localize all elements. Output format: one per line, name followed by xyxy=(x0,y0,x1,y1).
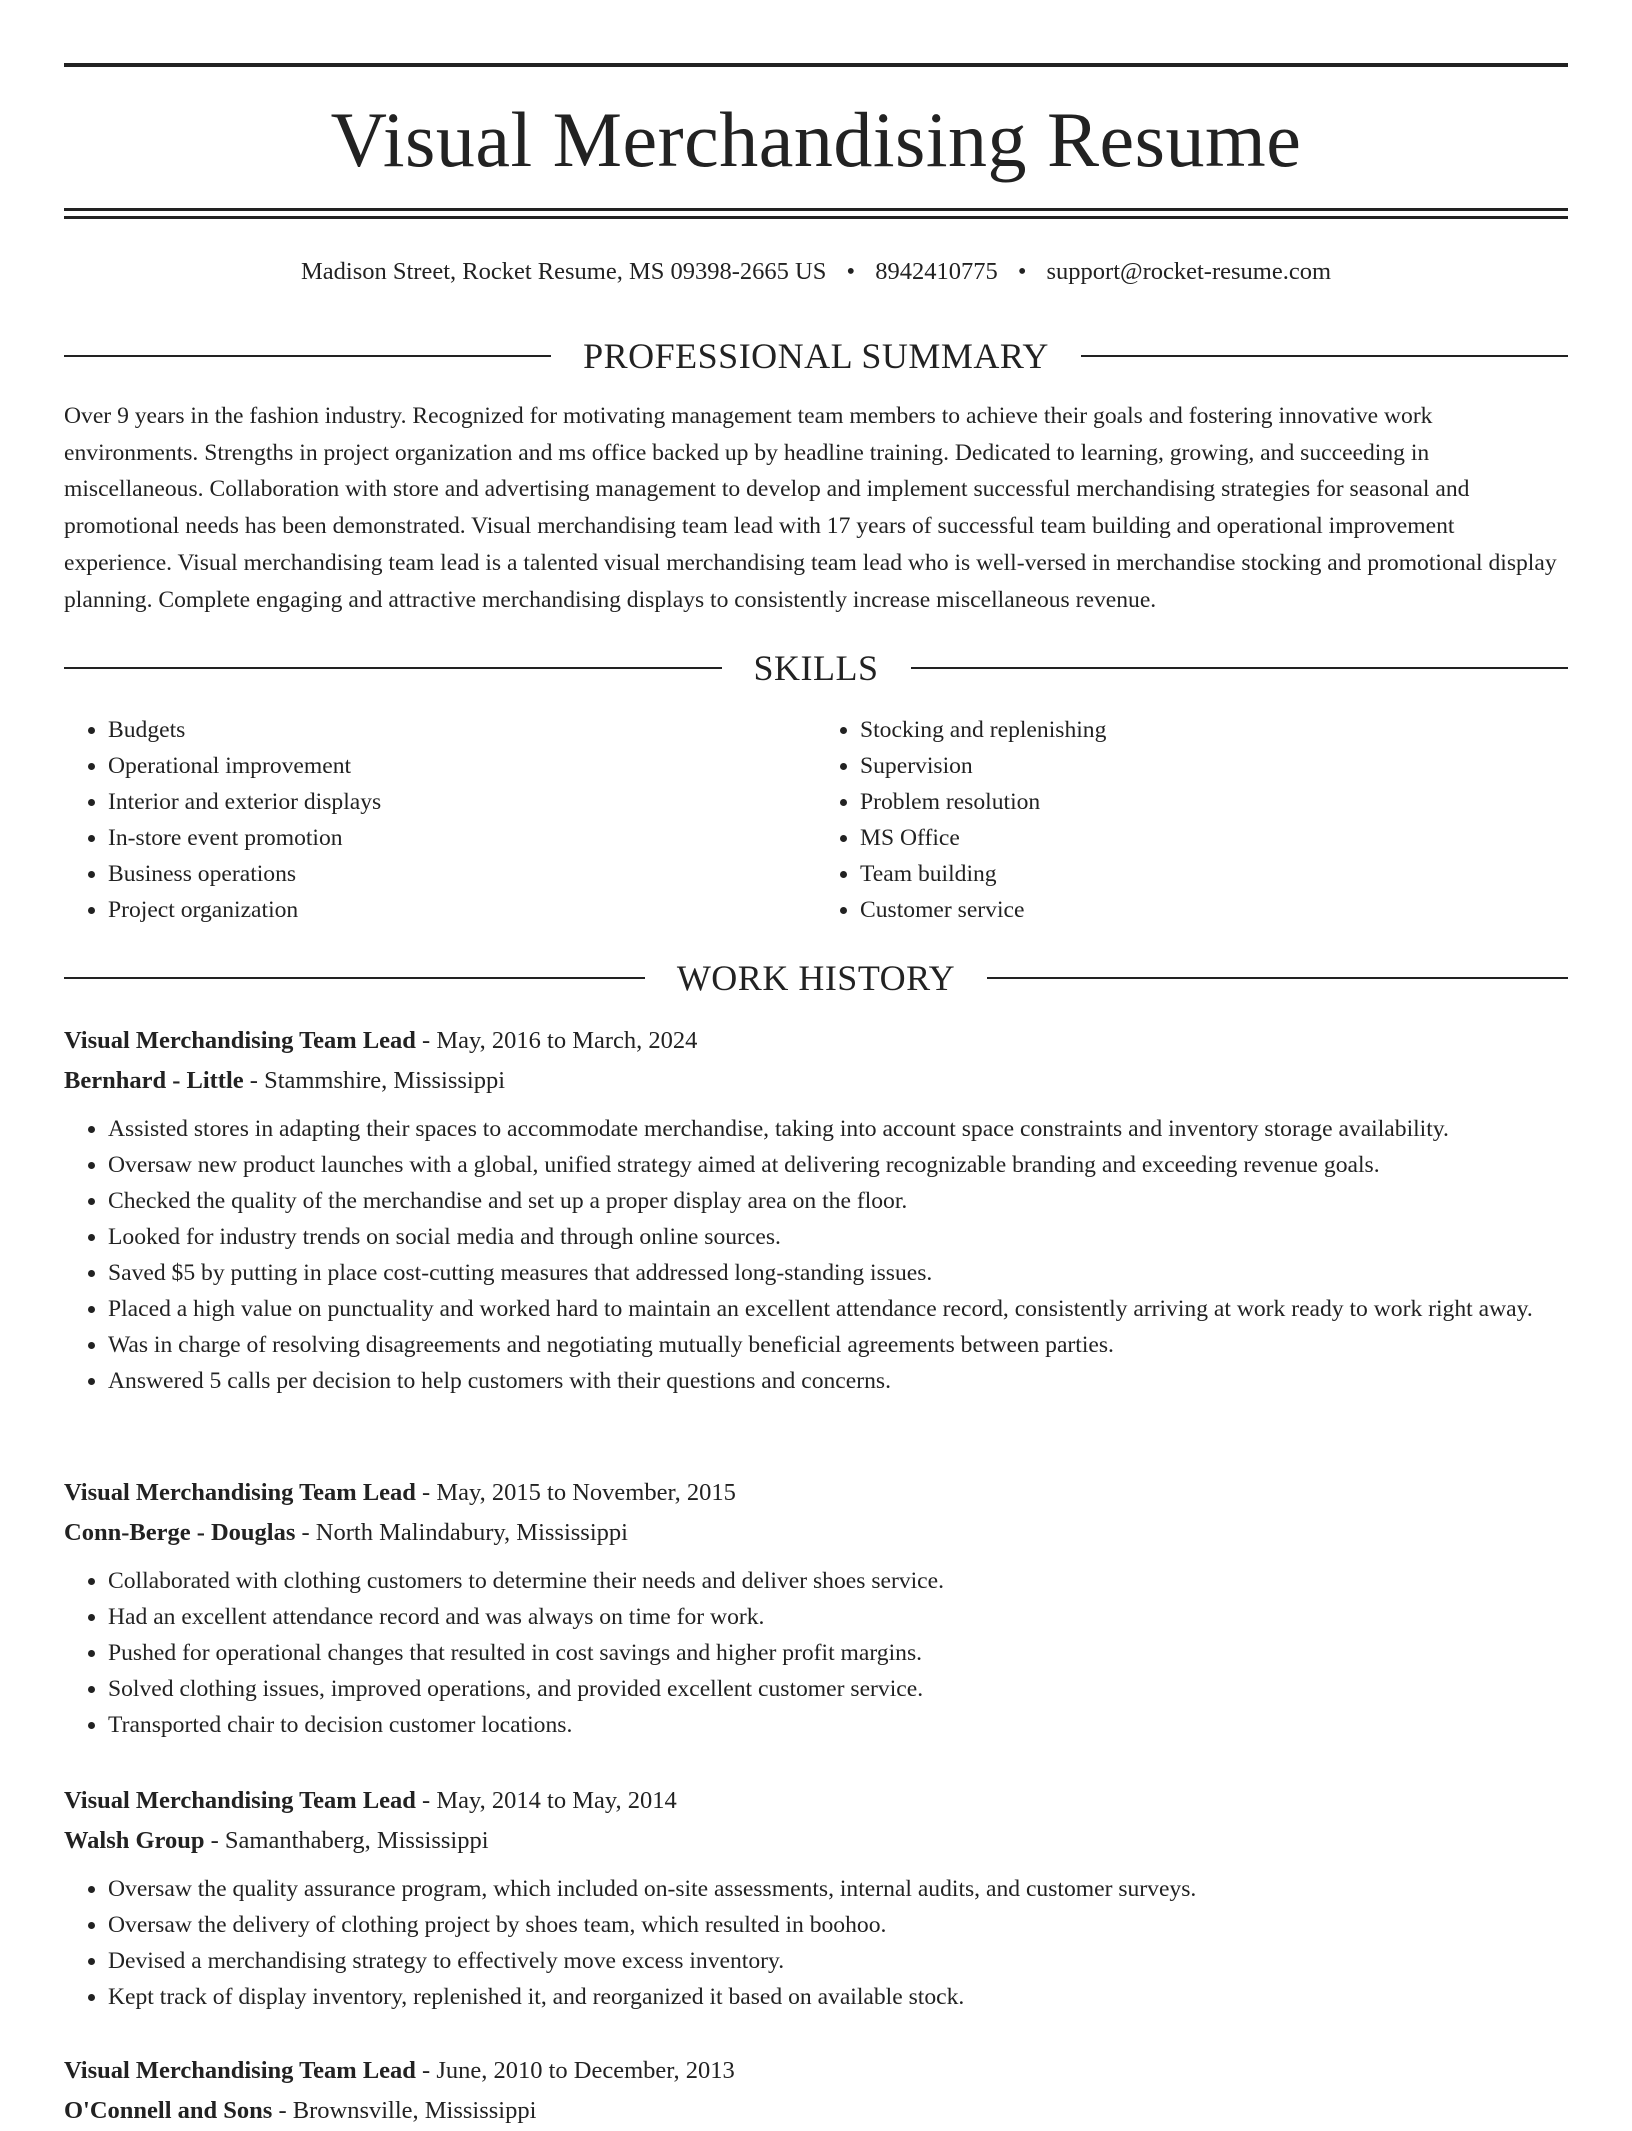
job-dates: - June, 2010 to December, 2013 xyxy=(415,2057,735,2084)
job-bullet: • Saved $5 by putting in place cost-cutting measures that addressed long-standing issues. xyxy=(108,1255,1568,1291)
contact-separator: • xyxy=(846,258,856,285)
job-title: Visual Merchandising Team Lead xyxy=(64,2057,416,2084)
title-rule-upper xyxy=(64,208,1568,211)
job-bullet: • Had an excellent attendance record and was always on time for work. xyxy=(108,1599,1568,1635)
job-bullet: • Devised a merchandising strategy to effectively move excess inventory. xyxy=(108,1943,1568,1979)
job-bullet: • Oversaw the delivery of clothing project by shoes team, which resulted in boohoo. xyxy=(108,1907,1568,1943)
job-entry xyxy=(64,1781,1568,2015)
skills-heading-label: SKILLS xyxy=(753,648,879,688)
skill-item: • MS Office xyxy=(860,820,1568,856)
job-bullet: • Oversaw new product launches with a global, unified strategy aimed at delivering recognizable branding and exceeding revenue goals. xyxy=(108,1147,1568,1183)
work-history-heading xyxy=(64,956,1568,1000)
skill-item: • Budgets xyxy=(108,712,816,748)
skills-list xyxy=(64,712,1568,928)
contact-address: Madison Street, Rocket Resume, MS 09398-2665 US xyxy=(300,258,827,285)
page-title: Visual Merchandising Resume xyxy=(330,96,1302,183)
job-company-line xyxy=(64,1513,1568,1553)
skill-item: • Business operations xyxy=(108,856,816,892)
job-bullet: • Looked for industry trends on social media and through online sources. xyxy=(108,1219,1568,1255)
skill-item: • Operational improvement xyxy=(108,748,816,784)
heading-rule-left xyxy=(64,355,551,357)
skill-item: • Project organization xyxy=(108,892,816,928)
summary-heading xyxy=(64,334,1568,378)
skill-item: • Team building xyxy=(860,856,1568,892)
job-bullet: • Transported chair to decision customer locations. xyxy=(108,1707,1568,1743)
job-title: Visual Merchandising Team Lead xyxy=(64,1787,416,1814)
skill-item: • Interior and exterior displays xyxy=(108,784,816,820)
job-bullet: • Pushed for operational changes that resulted in cost savings and higher profit margins. xyxy=(108,1635,1568,1671)
summary-heading-label: PROFESSIONAL SUMMARY xyxy=(583,336,1049,376)
job-entry xyxy=(64,2051,1568,2131)
top-rule xyxy=(64,63,1568,67)
skill-item: • In-store event promotion xyxy=(108,820,816,856)
job-title: Visual Merchandising Team Lead xyxy=(64,1479,416,1506)
heading-rule-right xyxy=(1081,355,1568,357)
skill-item: • Customer service xyxy=(860,892,1568,928)
job-location: - Stammshire, Mississippi xyxy=(243,1067,506,1094)
job-bullet: • Oversaw the quality assurance program, which included on-site assessments, internal audits, and customer surveys. xyxy=(108,1871,1568,1907)
job-company-line xyxy=(64,1821,1568,1861)
job-company: Walsh Group xyxy=(64,1827,205,1854)
work-history-heading-label: WORK HISTORY xyxy=(676,958,956,998)
skills-heading xyxy=(64,646,1568,690)
heading-rule-left xyxy=(64,667,722,669)
skill-item: • Problem resolution xyxy=(860,784,1568,820)
heading-rule-left xyxy=(64,977,645,979)
job-bullet: • Kept track of display inventory, replenished it, and reorganized it based on available stock. xyxy=(108,1979,1568,2015)
job-company: Bernhard - Little xyxy=(64,1067,244,1094)
job-bullet: • Placed a high value on punctuality and worked hard to maintain an excellent attendance record, consistently arriving at work ready to work right away. xyxy=(108,1291,1568,1327)
job-entry xyxy=(64,1021,1568,1399)
skill-item: • Supervision xyxy=(860,748,1568,784)
job-bullet: • Solved clothing issues, improved operations, and provided excellent customer service. xyxy=(108,1671,1568,1707)
job-bullet: • Assisted stores in adapting their spaces to accommodate merchandise, taking into account space constraints and inventory storage availability. xyxy=(108,1111,1568,1147)
job-location: - Samanthaberg, Mississippi xyxy=(204,1827,489,1854)
contact-phone: 8942410775 xyxy=(875,258,998,285)
skill-item: • Stocking and replenishing xyxy=(860,712,1568,748)
job-bullet: • Collaborated with clothing customers to determine their needs and deliver shoes service. xyxy=(108,1563,1568,1599)
job-company: O'Connell and Sons xyxy=(64,2097,273,2124)
job-bullet: • Answered 5 calls per decision to help customers with their questions and concerns. xyxy=(108,1363,1568,1399)
job-dates: - May, 2016 to March, 2024 xyxy=(415,1027,698,1054)
contact-line xyxy=(64,256,1568,288)
job-dates: - May, 2014 to May, 2014 xyxy=(415,1787,677,1814)
job-title-line xyxy=(64,2051,1568,2091)
job-company-line xyxy=(64,2091,1568,2131)
job-title-line xyxy=(64,1021,1568,1061)
contact-email: support@rocket-resume.com xyxy=(1046,258,1332,285)
job-bullet: • Was in charge of resolving disagreements and negotiating mutually beneficial agreements between parties. xyxy=(108,1327,1568,1363)
job-title-line xyxy=(64,1781,1568,1821)
job-company: Conn-Berge - Douglas xyxy=(64,1519,296,1546)
job-location: - North Malindabury, Mississippi xyxy=(295,1519,628,1546)
job-bullets xyxy=(64,1563,1568,1743)
job-title: Visual Merchandising Team Lead xyxy=(64,1027,416,1054)
job-bullets xyxy=(64,1871,1568,2015)
job-location: - Brownsville, Mississippi xyxy=(272,2097,537,2124)
heading-rule-right xyxy=(911,667,1569,669)
job-bullets xyxy=(64,1111,1568,1399)
job-dates: - May, 2015 to November, 2015 xyxy=(415,1479,736,1506)
job-entry xyxy=(64,1473,1568,1743)
summary-text: Over 9 years in the fashion industry. Recognized for motivating management team members to achieve their goals and fostering innovative work environments. Strengths in project organization and ms office backed up by headline training. Dedicated to learning, growing, and succeeding in miscellaneous. Collaboration with store and advertising management to develop and implement successful merchandising strategies for seasonal and promotional needs has been demonstrated. Visual merchandising team lead with 17 years of successful team building and operational improvement experience. Visual merchandising team lead is a talented visual merchandising team lead who is well-versed in merchandise stocking and promotional display planning. Complete engaging and attractive merchandising displays to consistently increase miscellaneous revenue. xyxy=(64,403,1557,613)
skills-column-right xyxy=(816,712,1568,928)
job-company-line xyxy=(64,1061,1568,1101)
heading-rule-right xyxy=(987,977,1568,979)
job-title-line xyxy=(64,1473,1568,1513)
job-bullet: • Checked the quality of the merchandise and set up a proper display area on the floor. xyxy=(108,1183,1568,1219)
skills-column-left xyxy=(64,712,816,928)
title-rule-lower xyxy=(64,216,1568,219)
contact-separator: • xyxy=(1017,258,1027,285)
